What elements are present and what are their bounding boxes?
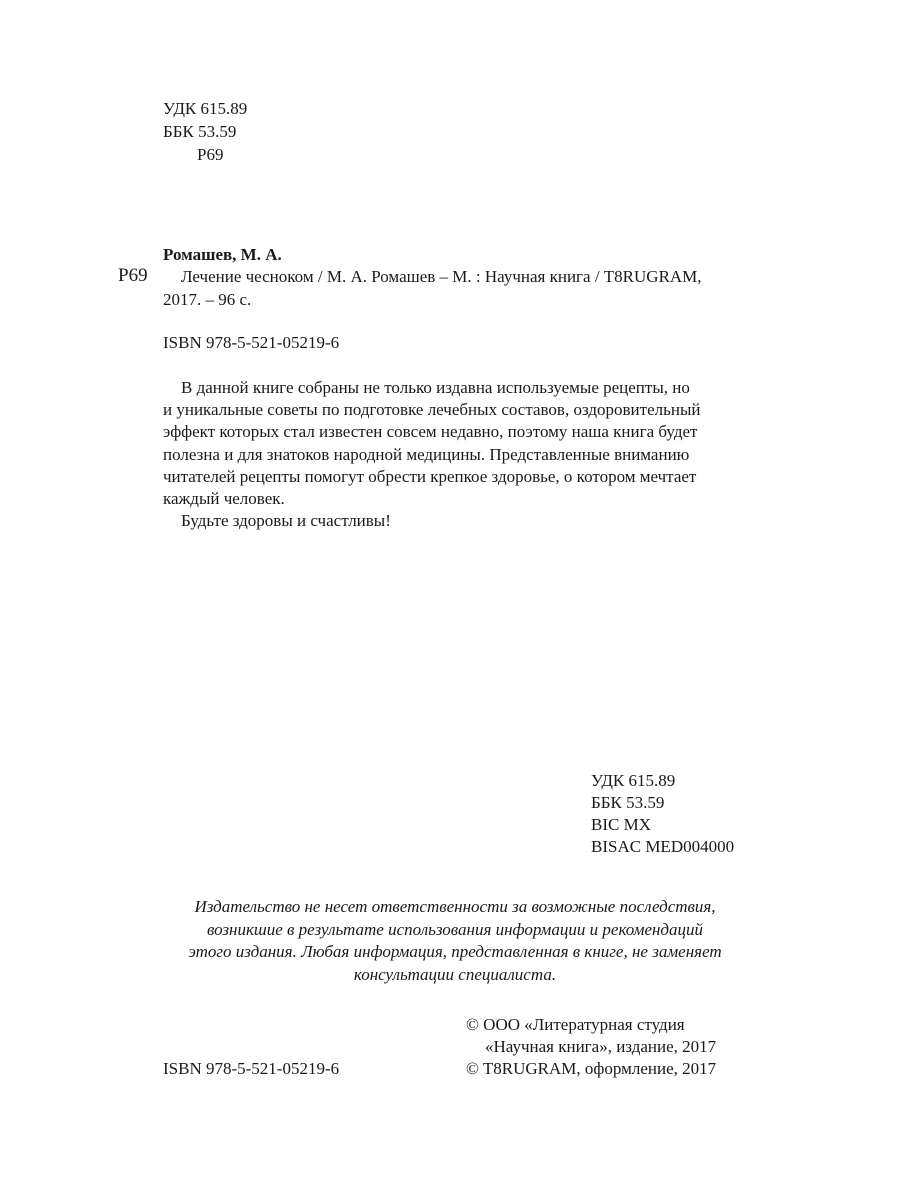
- author-name: Ромашев, М. А.: [163, 245, 282, 264]
- annotation-closing: Будьте здоровы и счастливы!: [181, 511, 391, 531]
- copyright-line-2: © T8RUGRAM, оформление, 2017: [466, 1059, 717, 1078]
- annotation-line: и уникальные советы по подготовке лечебных составов, оздоровительный: [163, 400, 701, 420]
- annotation: [163, 377, 748, 532]
- class-udk: УДК 615.89: [591, 771, 676, 790]
- annotation-line: эффект которых стал известен совсем недавно, поэтому наша книга будет: [163, 422, 698, 442]
- annotation-line: полезна и для знатоков народной медицины. Представленные вниманию: [163, 444, 690, 464]
- copyright-line-1b: «Научная книга», издание, 2017: [485, 1037, 717, 1056]
- copyright-line-1: © ООО «Литературная студия: [466, 1015, 685, 1034]
- disclaimer: [160, 896, 750, 986]
- year-pages: 2017. – 96 с.: [163, 290, 252, 309]
- annotation-line: читателей рецепты помогут обрести крепкое здоровье, о котором мечтает: [163, 466, 697, 486]
- book-title-line: Лечение чесноком / М. А. Ромашев – М. : Научная книга / T8RUGRAM,: [181, 267, 702, 286]
- disclaimer-line: этого издания. Любая информация, представленная в книге, не заменяет: [188, 942, 722, 961]
- class-bisac: BISAC MED004000: [591, 837, 735, 856]
- footer-isbn: ISBN 978-5-521-05219-6: [163, 1059, 340, 1078]
- annotation-line: В данной книге собраны не только издавна используемые рецепты, но: [181, 378, 690, 397]
- annotation-line: каждый человек.: [163, 489, 285, 509]
- author-mark: Р69: [197, 145, 224, 164]
- disclaimer-line: консультации специалиста.: [353, 964, 557, 984]
- class-bic: BIC MX: [591, 815, 651, 834]
- margin-mark: Р69: [118, 265, 148, 286]
- disclaimer-line: возникшие в результате использования информации и рекомендаций: [206, 919, 704, 939]
- udk-code: УДК 615.89: [163, 99, 248, 118]
- isbn-entry: ISBN 978-5-521-05219-6: [163, 333, 340, 352]
- bbk-code: ББК 53.59: [163, 122, 237, 141]
- class-bbk: ББК 53.59: [591, 793, 665, 812]
- disclaimer-line: Издательство не несет ответственности за возможные последствия,: [194, 897, 716, 916]
